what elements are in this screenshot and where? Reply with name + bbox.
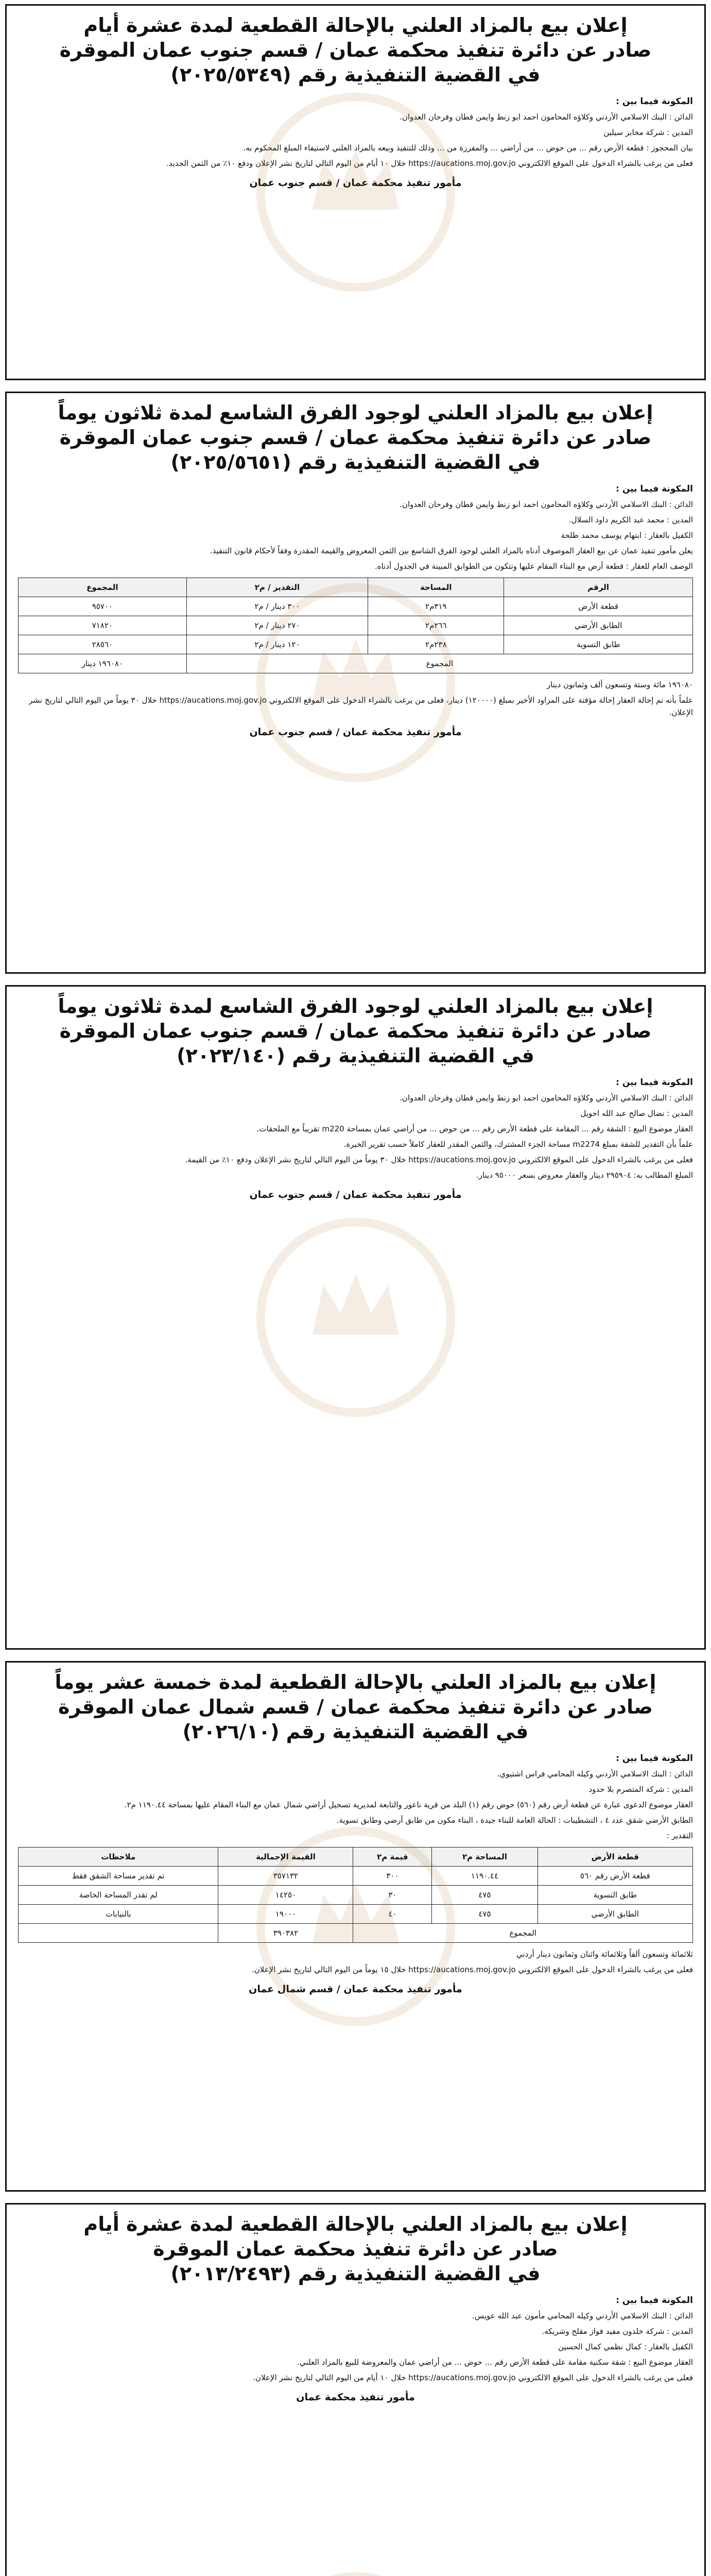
ad-subtitle: صادر عن دائرة تنفيذ محكمة عمان / قسم جنوب عمان الموقرة [59,426,652,449]
ad-paragraph: العقار موضوع الدعوى عبارة عن قطعة أرض رقم (٥٦٠) حوض رقم (١) البلد من قرية ناعور والتابعة لمديرية تسجيل أراضي شمال عمان مع البناء المقام عليها بمساحة ١١٩٠.٤٤ م٢. [124,1800,693,1809]
ad-note: فعلى من يرغب بالشراء الدخول على الموقع الالكتروني https://aucations.moj.gov.jo خلال ١٥ يوماً من اليوم التالي لتاريخ نشر الإعلان. [251,1965,693,1974]
ad-heading [7,393,704,480]
table-cell: ٢٨٥٦٠ [19,635,187,654]
emblem-watermark-icon [248,2564,464,2576]
debtor: المدين : شركة المتصرم بلا حدود [588,1785,693,1794]
debtor: المدين : محمد عبد الكريم داود السلال. [568,515,693,524]
emblem-watermark-icon [248,1209,464,1426]
table-total-label: المجموع [186,654,692,673]
auction-ad-5 [5,2203,706,2576]
table-total: ١٩٦٠٨٠ دينار [19,654,187,673]
total-in-words: ١٩٦٠٨٠ مائة وستة وتسعون ألف وثمانون دينار [546,680,693,689]
auction-ad-3 [5,985,706,1650]
ad-paragraph: الطابق الأرضي شقق عدد ٤ ، التشطيبات : الحالة العامة للبناء جيدة ، البناء مكون من طابق أرضي وطابق تسوية. [336,1816,693,1825]
table-row [19,616,693,635]
creditor: الدائن : البنك الاسلامي الأردني وكيله المحامي فراس اشتيوي. [497,1769,693,1778]
table-cell: ٤٧٥ [432,1905,537,1924]
table-row [19,1905,693,1924]
case-number: في القضية التنفيذية رقم (٢٠٢٦/١٠) [182,1720,529,1743]
ad-body [7,2291,704,2406]
table-row [19,1867,693,1886]
table-total-label: المجموع [353,1924,693,1943]
table-cell: ٣٥٧١٣٢ [218,1867,353,1886]
ad-title: إعلان بيع بالمزاد العلني لوجود الفرق الشاسع لمدة ثلاثون يوماً [58,995,653,1018]
ad-heading [7,2205,704,2291]
table-header: المساحة م٢ [432,1848,537,1867]
case-number: في القضية التنفيذية رقم (٢٠٢٥/٥٣٤٩) [170,63,541,86]
ad-paragraph: فعلى من يرغب بالشراء الدخول على الموقع الالكتروني https://aucations.moj.gov.jo خلال ٣٠ يوماً من اليوم التالي لتاريخ نشر الإعلان ودفع ١٠٪ من القيمة. [185,1155,693,1164]
table-cell: ١٤٢٥٠ [218,1886,353,1905]
debtor: المدين : شركة مخابز سيلين [603,128,693,137]
ad-paragraph: فعلى من يرغب بالشراء الدخول على الموقع الالكتروني https://aucations.moj.gov.jo خلال ١٠ أيام من اليوم التالي لتاريخ نشر الإعلان ودفع ١٠٪ من الثمن الجديد. [166,159,693,168]
ad-subtitle: صادر عن دائرة تنفيذ محكمة عمان / قسم شمال عمان الموقرة [58,1696,653,1718]
total-in-words: ثلاثمائة وتسعون ألفاً وثلاثمائة واثنان وثمانون دينار أردني [516,1950,693,1959]
table-cell: ٧١٨٢٠ [19,616,187,635]
debtor: المدين : شركة خلدون مفيد فواز مقلح وشريكه. [542,2327,693,2336]
table-cell: الطابق الأرضي [537,1905,692,1924]
parties-label: المكونة فيما بين : [616,1077,693,1088]
table-cell: ٤٠ [353,1905,432,1924]
table-header: المساحة [368,578,504,597]
ad-heading [7,6,704,92]
ad-paragraph: التقدير : [667,1831,693,1840]
table-row [19,597,693,616]
table-row [19,1886,693,1905]
table-cell: ٤٧٥ [432,1886,537,1905]
table-row [19,635,693,654]
debtor: المدين : نضال صالح عبد الله احويل [580,1109,693,1118]
creditor: الدائن : البنك الاسلامي الأردني وكلاؤه المحامون احمد ابو زنط وايمن قطان وفرحان العدوان. [400,112,693,122]
ad-paragraph: يعلن مأمور تنفيذ عمان عن بيع العقار الموصوف أدناه بالمزاد العلني لوجود الفرق الشاسع بين الثمن المعروض والقيمة المقدرة وفقاً لأحكام قانون التنفيذ. [210,546,693,555]
table-cell: ٣٠٠ [353,1867,432,1886]
ad-subtitle: صادر عن دائرة تنفيذ محكمة عمان / قسم جنوب عمان الموقرة [59,1020,652,1042]
table-cell: ٣٠٠ دينار / م٢ [186,597,368,616]
creditor: الدائن : البنك الاسلامي الأردني وكلاؤه المحامون احمد ابو زنط وايمن قطان وفرحان العدوان. [400,500,693,509]
ad-note: علماً بأنه تم إحالة العقار إحالة مؤقتة على المزاود الأخير بمبلغ (١٢٠٠٠٠) دينار، فعلى من يرغب بالشراء الدخول على الموقع الالكتروني https://aucations.moj.gov.jo خلال ٣٠ يوماً من اليوم التالي لتاريخ نشر الإعلان. [29,696,693,717]
table-cell: ٢٣٨م٢ [368,635,504,654]
signature: مأمور تنفيذ محكمة عمان / قسم جنوب عمان [249,1189,462,1200]
ad-heading [7,1663,704,1749]
ad-paragraph: فعلى من يرغب بالشراء الدخول على الموقع الالكتروني https://aucations.moj.gov.jo خلال ١٠ أيام من اليوم التالي لتاريخ نشر الإعلان. [253,2373,693,2382]
table-total: ٣٩٠٣٨٢ [218,1924,353,1943]
ad-title: إعلان بيع بالمزاد العلني لوجود الفرق الشاسع لمدة ثلاثون يوماً [58,401,653,424]
table-cell: ٣١٩م٢ [368,597,504,616]
ad-title: إعلان بيع بالمزاد العلني بالإحالة القطعية لمدة عشرة أيام [83,14,628,37]
signature: مأمور تنفيذ محكمة عمان / قسم جنوب عمان [249,177,462,189]
ad-paragraph: علماً بأن التقدير للشقة بمبلغ m2274 مساحة الجزء المشترك، والثمن المقدر للعقار كاملاً حسب تقرير الخبرة. [343,1140,693,1149]
ad-paragraph: بيان المحجوز : قطعة الأرض رقم ... من حوض ... من أراضي ... والمفرزة من ... وذلك للتنفيذ وبيعه بالمزاد العلني لاستيفاء المبلغ المحكوم به. [243,143,693,152]
parties-label: المكونة فيما بين : [616,1753,693,1764]
ad-subtitle: صادر عن دائرة تنفيذ محكمة عمان الموقرة [153,2238,558,2260]
case-number: في القضية التنفيذية رقم (٢٠٢٣/١٤٠) [177,1044,534,1067]
ad-body [7,1073,704,1204]
auction-ad-2 [5,392,706,974]
table-header: القيمة الإجمالية [218,1848,353,1867]
table-header: التقدير / م٢ [186,578,368,597]
table-cell: ٢٦٦م٢ [368,616,504,635]
guarantor: الكفيل بالعقار : كمال نظمي كمال الحسين [558,2342,693,2351]
ad-paragraph: الوصف العام للعقار : قطعة أرض مع البناء المقام عليها وتتكون من الطوابق المبينة في الجدول أدناه. [374,562,693,571]
ad-paragraph: العقار موضوع البيع : شقة سكنية مقامة على قطعة الأرض رقم ... حوض ... من أراضي عمان والمعروضة للبيع بالمزاد العلني. [297,2358,693,2367]
table-total-row [19,1924,693,1943]
table-cell: بالنيابات [19,1905,218,1924]
table-cell-empty [19,1924,218,1943]
table-total-row [19,654,693,673]
table-header: ملاحظات [19,1848,218,1867]
table-header: قيمة م٢ [353,1848,432,1867]
table-cell: ١١٩٠.٤٤ [432,1867,537,1886]
ad-heading [7,987,704,1073]
table-cell: ٢٧٠ دينار / م٢ [186,616,368,635]
table-header: الرقم [504,578,693,597]
parties-label: المكونة فيما بين : [616,484,693,494]
table-cell: ١٢٠ دينار / م٢ [186,635,368,654]
guarantor: الكفيل بالعقار : ابتهام يوسف محمد طلحة [561,531,693,540]
table-header: قطعة الأرض [537,1848,692,1867]
table-cell: طابق التسوية [504,635,693,654]
ad-paragraph: المبلغ المطالب به: ٢٩٥٩٠٤ دينار والعقار معروض بسعر ٩٥٠٠٠ دينار. [476,1171,693,1180]
signature: مأمور تنفيذ محكمة عمان / قسم جنوب عمان [249,726,462,738]
parties-label: المكونة فيما بين : [616,96,693,107]
case-number: في القضية التنفيذية رقم (٢٠٢٥/٥٦٥١) [170,451,541,473]
valuation-table [18,578,693,673]
signature: مأمور تنفيذ محكمة عمان [296,2392,415,2403]
table-cell: ١٩٠٠٠ [218,1905,353,1924]
ad-title: إعلان بيع بالمزاد العلني بالإحالة القطعية لمدة خمسة عشر يوماً [55,1671,656,1693]
ad-title: إعلان بيع بالمزاد العلني بالإحالة القطعية لمدة عشرة أيام [83,2213,628,2235]
ad-body [7,92,704,192]
case-number: في القضية التنفيذية رقم (٢٠١٣/٢٤٩٣) [170,2262,541,2285]
ad-subtitle: صادر عن دائرة تنفيذ محكمة عمان / قسم جنوب عمان الموقرة [59,39,652,61]
table-cell: قطعة الأرض [504,597,693,616]
ad-body [7,1749,704,1998]
table-cell: ٣٠ [353,1886,432,1905]
table-header: المجموع [19,578,187,597]
table-cell: تم تقدير مساحة الشقق فقط [19,1867,218,1886]
ad-body [7,480,704,741]
table-cell: طابق التسوية [537,1886,692,1905]
table-cell: ٩٥٧٠٠ [19,597,187,616]
table-cell: لم تقدر المساحة الخاصة [19,1886,218,1905]
creditor: الدائن : البنك الاسلامي الأردني وكيله المحامي مأمون عبد الله عويس. [472,2311,693,2320]
auction-ad-1 [5,4,706,380]
parties-label: المكونة فيما بين : [616,2295,693,2306]
signature: مأمور تنفيذ محكمة عمان / قسم شمال عمان [249,1984,462,1995]
valuation-table [18,1847,693,1943]
ad-paragraph: العقار موضوع البيع : الشقة رقم ... المقامة على قطعة الأرض رقم ... من حوض ... من أراضي عمان بمساحة m220 تقريباً مع الملحقات. [256,1124,693,1133]
creditor: الدائن : البنك الاسلامي الأردني وكلاؤه المحامون احمد ابو زنط وايمن قطان وفرحان العدوان. [400,1093,693,1103]
table-cell: الطابق الأرضي [504,616,693,635]
table-cell: قطعة الأرض رقم ٥٦٠ [537,1867,692,1886]
auction-ad-4 [5,1661,706,2192]
